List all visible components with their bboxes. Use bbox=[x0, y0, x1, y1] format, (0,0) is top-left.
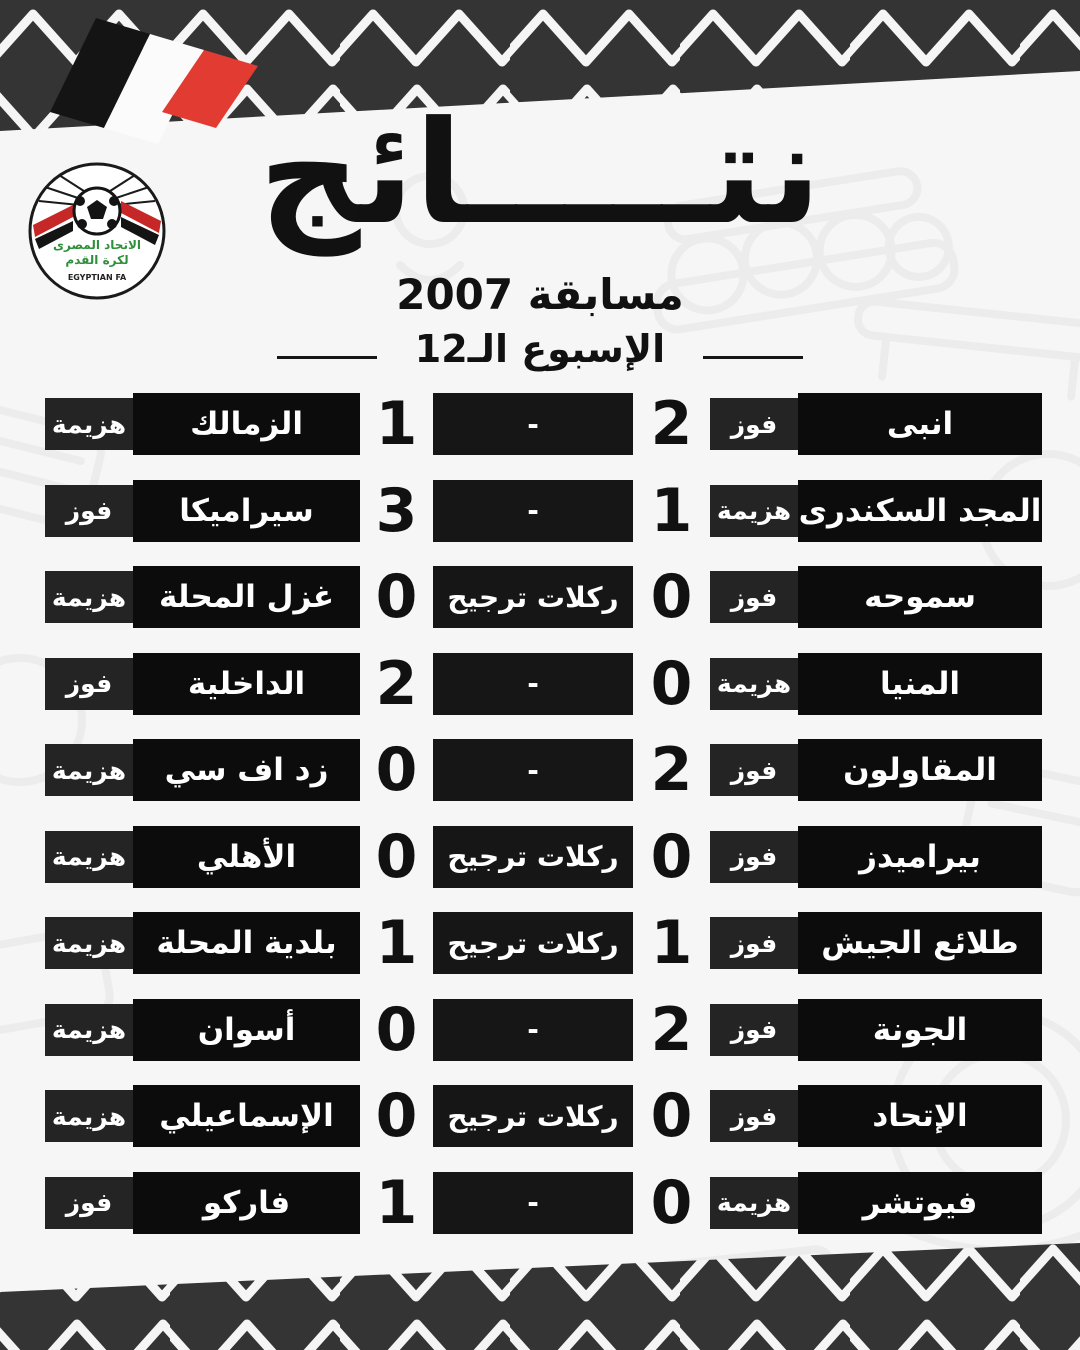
team2-score: 0 bbox=[375, 994, 418, 1065]
team2-group bbox=[45, 1172, 360, 1234]
team2-name-box: زد اف سي bbox=[133, 739, 360, 801]
team1-result-badge: هزيمة bbox=[710, 658, 798, 710]
team2-group bbox=[45, 653, 360, 715]
team1-result-badge: فوز bbox=[710, 398, 798, 450]
team1-group bbox=[710, 1172, 1042, 1234]
team1-result-badge: فوز bbox=[710, 571, 798, 623]
team2-result-badge: هزيمة bbox=[45, 1090, 133, 1142]
team2-score: 3 bbox=[375, 475, 418, 546]
team1-name-box: المقاولون bbox=[798, 739, 1042, 801]
team2-result-badge: فوز bbox=[45, 485, 133, 537]
team1-group bbox=[710, 653, 1042, 715]
team1-score: 2 bbox=[650, 735, 693, 805]
separator-box: - bbox=[433, 653, 633, 715]
bottom-zigzag-band-draw bbox=[0, 1235, 1080, 1350]
team1-result-badge: فوز bbox=[710, 1090, 798, 1142]
team2-name-box: غزل المحلة bbox=[133, 566, 360, 628]
team1-group bbox=[710, 999, 1042, 1061]
team2-score: 0 bbox=[375, 821, 418, 892]
team2-result-badge: هزيمة bbox=[45, 744, 133, 796]
team1-group bbox=[710, 393, 1042, 455]
separator-box: ركلات ترجيح bbox=[433, 826, 633, 888]
match-row bbox=[0, 908, 1080, 978]
team1-score: 0 bbox=[650, 1081, 693, 1151]
page-title: نتـــــائج bbox=[258, 91, 822, 256]
separator-box: - bbox=[433, 480, 633, 542]
separator-box: - bbox=[433, 393, 633, 455]
team2-score: 0 bbox=[375, 735, 418, 805]
team2-score: 0 bbox=[375, 562, 418, 632]
team1-result-badge: فوز bbox=[710, 831, 798, 883]
team1-name-box: الإتحاد bbox=[798, 1085, 1042, 1147]
season-subtitle: مسابقة 2007 bbox=[396, 270, 684, 319]
team1-score: 1 bbox=[650, 908, 693, 978]
team2-result-badge: فوز bbox=[45, 1177, 133, 1229]
team2-score: 1 bbox=[375, 1167, 418, 1238]
team2-score: 2 bbox=[375, 648, 418, 719]
team2-name-box: سيراميكا bbox=[133, 480, 360, 542]
match-row bbox=[0, 648, 1080, 719]
team2-result-badge: هزيمة bbox=[45, 571, 133, 623]
team1-result-badge: فوز bbox=[710, 1004, 798, 1056]
team2-result-badge: هزيمة bbox=[45, 1004, 133, 1056]
team1-name-box: طلائع الجيش bbox=[798, 912, 1042, 974]
team1-result-badge: فوز bbox=[710, 917, 798, 969]
team2-result-badge: فوز bbox=[45, 658, 133, 710]
separator-box: ركلات ترجيح bbox=[433, 912, 633, 974]
team2-name-box: الداخلية bbox=[133, 653, 360, 715]
team1-score: 0 bbox=[650, 562, 693, 632]
team1-name-box: المجد السكندرى bbox=[798, 480, 1042, 542]
team1-group bbox=[710, 912, 1042, 974]
match-row bbox=[0, 475, 1080, 546]
match-row bbox=[0, 1167, 1080, 1238]
team2-score: 1 bbox=[375, 389, 418, 459]
logo-arabic-line1: الاتحاد المصرى bbox=[53, 238, 141, 252]
team1-name-box: سموحه bbox=[798, 566, 1042, 628]
team2-group bbox=[45, 480, 360, 542]
separator-box: ركلات ترجيح bbox=[433, 566, 633, 628]
team2-result-badge: هزيمة bbox=[45, 398, 133, 450]
team2-group bbox=[45, 739, 360, 801]
team1-score: 1 bbox=[650, 475, 693, 546]
team2-score: 0 bbox=[375, 1081, 418, 1151]
team2-group bbox=[45, 393, 360, 455]
team1-name-box: انبى bbox=[798, 393, 1042, 455]
separator-box: ركلات ترجيح bbox=[433, 1085, 633, 1147]
team2-group bbox=[45, 999, 360, 1061]
logo-arabic-line2: لكرة القدم bbox=[65, 253, 129, 267]
separator-box: - bbox=[433, 999, 633, 1061]
separator-box: - bbox=[433, 739, 633, 801]
team1-score: 0 bbox=[650, 821, 693, 892]
team2-result-badge: هزيمة bbox=[45, 917, 133, 969]
team1-group bbox=[710, 1085, 1042, 1147]
team1-name-box: بيراميدز bbox=[798, 826, 1042, 888]
match-row bbox=[0, 821, 1080, 892]
team1-score: 2 bbox=[650, 994, 693, 1065]
team2-name-box: أسوان bbox=[133, 999, 360, 1061]
team2-name-box: بلدية المحلة bbox=[133, 912, 360, 974]
match-row bbox=[0, 735, 1080, 805]
team2-group bbox=[45, 826, 360, 888]
match-row bbox=[0, 1081, 1080, 1151]
team2-name-box: فاركو bbox=[133, 1172, 360, 1234]
team1-name-box: الجونة bbox=[798, 999, 1042, 1061]
logo-english-line: EGYPTIAN FA bbox=[67, 273, 127, 282]
week-subtitle: الإسبوع الـ12 bbox=[414, 327, 666, 371]
separator-box: - bbox=[433, 1172, 633, 1234]
team1-group bbox=[710, 739, 1042, 801]
team1-group bbox=[710, 826, 1042, 888]
team2-result-badge: هزيمة bbox=[45, 831, 133, 883]
team1-name-box: فيوتشر bbox=[798, 1172, 1042, 1234]
team1-group bbox=[710, 480, 1042, 542]
team2-group bbox=[45, 1085, 360, 1147]
team2-group bbox=[45, 566, 360, 628]
team2-name-box: الزمالك bbox=[133, 393, 360, 455]
match-row bbox=[0, 389, 1080, 459]
team1-score: 2 bbox=[650, 389, 693, 459]
team2-score: 1 bbox=[375, 908, 418, 978]
team1-name-box: المنيا bbox=[798, 653, 1042, 715]
team2-group bbox=[45, 912, 360, 974]
match-row bbox=[0, 562, 1080, 632]
team2-name-box: الإسماعيلي bbox=[133, 1085, 360, 1147]
team1-result-badge: هزيمة bbox=[710, 485, 798, 537]
match-row bbox=[0, 994, 1080, 1065]
team1-result-badge: هزيمة bbox=[710, 1177, 798, 1229]
team1-score: 0 bbox=[650, 648, 693, 719]
team1-group bbox=[710, 566, 1042, 628]
team2-name-box: الأهلي bbox=[133, 826, 360, 888]
team1-result-badge: فوز bbox=[710, 744, 798, 796]
team1-score: 0 bbox=[650, 1167, 693, 1238]
